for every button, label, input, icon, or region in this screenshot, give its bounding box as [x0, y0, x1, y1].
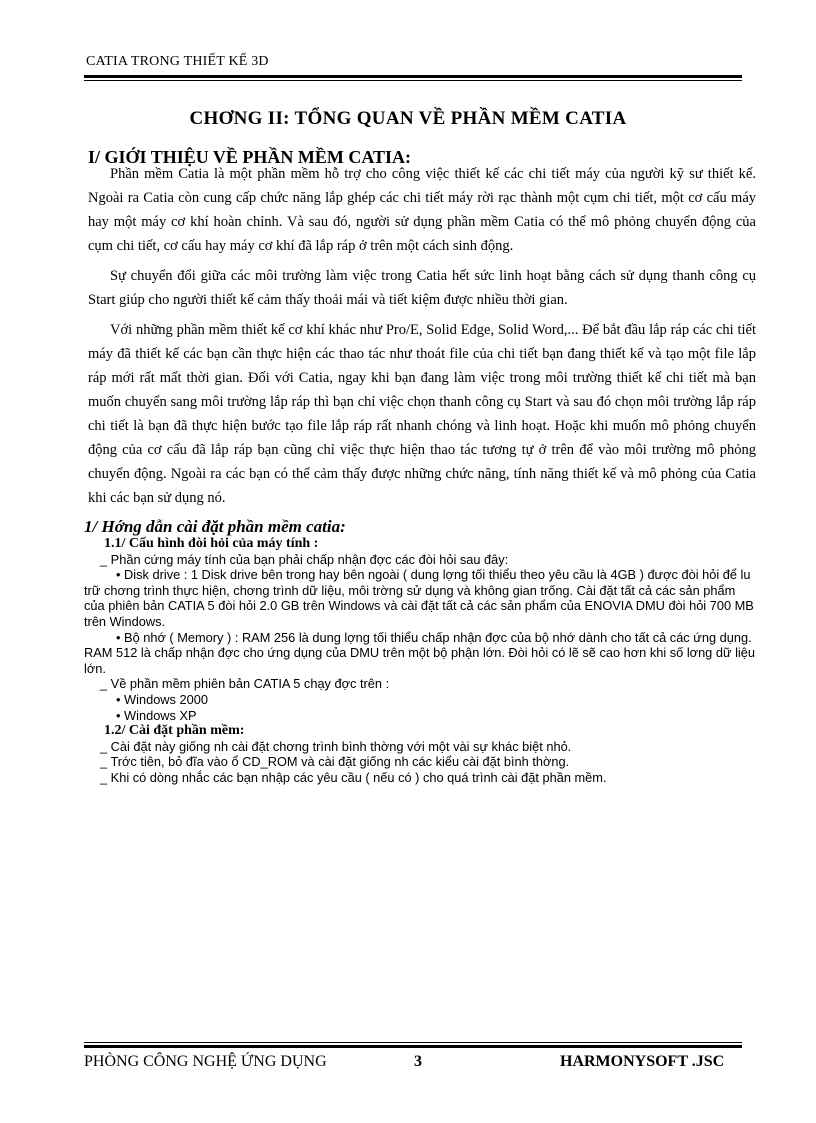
install-body — [84, 536, 758, 786]
chapter-title: CHƠNG II: TỔNG QUAN VỀ PHẦN MỀM CATIA — [189, 108, 627, 129]
paragraph: Với những phần mềm thiết kế cơ khí khác như Pro/E, Solid Edge, Solid Word,... Để bắt đầu lắp ráp các chi tiết máy đã thiết kế các bạn cần thực hiện các thao tác như thoát file của chi tiết bạn đang thiết kế và tạo một file lắp ráp mới rất mất thời gian. Đối với Catia, ngay khi bạn đang làm việc trong môi trường thiết kế chi tiết mà bạn muốn chuyển sang môi trường lắp ráp thì bạn chỉ việc chọn thanh công cụ Start và sau đó chọn môi trường lắp ráp chi tiết là bạn đã thực hiện bước tạo file lắp ráp rất nhanh chóng và linh hoạt. Hoặc khi muốn mô phỏng chuyển động của cơ cấu đã lắp ráp bạn cũng chỉ việc thực hiện thao tác tương tự ở trên để vào môi trường mô phỏng chuyển động. Ngoài ra các bạn có thể cảm thấy được những chức năng, tính năng thiết kế và mô phỏng của Catia khi các bạn sử dụng nó. — [88, 322, 756, 506]
header-rule-thin — [84, 80, 742, 81]
section-body — [88, 162, 756, 516]
paragraph: Phần mềm Catia là một phần mềm hỗ trợ cho công việc thiết kế các chi tiết máy của người kỹ sư thiết kế. Ngoài ra Catia còn cung cấp chức năng lắp ghép các chi tiết máy rời rạc thành một cụm chi tiết, một cơ cấu máy hay một máy cơ khí hoàn chỉnh. Và sau đó, người sử dụng phần mềm Catia có thể mô phỏng chuyển động của cụm chi tiết, cơ cấu hay máy cơ khí đã lắp ráp ở trên một cách sinh động. — [88, 166, 756, 254]
footer-rule-thin — [84, 1042, 742, 1043]
section-heading: I/ GIỚI THIỆU VỀ PHẦN MỀM CATIA: — [88, 147, 412, 167]
header-rule-thick — [84, 75, 742, 78]
list-item: • Windows XP — [116, 707, 197, 723]
list-item: _ Cài đặt này giống nh cài đặt chơng trình bình thờng với một vài sự khác biệt nhỏ. — [100, 738, 572, 754]
list-item: _ Trớc tiên, bỏ đĩa vào ổ CD_ROM và cài đặt giống nh các kiểu cài đặt bình thờng. — [100, 754, 570, 770]
subheading-requirements: 1.1/ Cấu hình đòi hỏi của máy tính : — [104, 536, 319, 551]
paragraph: Sự chuyển đổi giữa các môi trường làm việc trong Catia hết sức linh hoạt bằng cách sử dụng thanh công cụ Start giúp cho người thiết kế cảm thấy thoải mái và tiết kiệm được nhiều thời gian. — [88, 268, 756, 308]
footer-rule-thick — [84, 1045, 742, 1048]
install-heading: 1/ Hớng dẫn cài đặt phần mềm catia: — [84, 517, 346, 536]
subheading-install: 1.2/ Cài đặt phần mềm: — [104, 723, 245, 739]
page-number: 3 — [414, 1053, 422, 1070]
footer-department: PHÒNG CÔNG NGHỆ ỨNG DỤNG — [84, 1053, 327, 1070]
running-header: CATIA TRONG THIẾT KẾ 3D — [86, 54, 269, 69]
list-item: _ Phần cứng máy tính của bạn phải chấp nhận đợc các đòi hỏi sau đây: — [100, 551, 509, 567]
list-item: • Bộ nhớ ( Memory ) : RAM 256 là dung lợng tối thiểu chấp nhận đợc của bộ nhớ dành cho tất cả các ứng dụng. RAM 512 là chấp nhận đợc cho ứng dụng của DMU trên một bộ phận lớn. Đòi hỏi có lẽ sẽ cao hơn khi số lơng dữ liệu lớn. — [84, 629, 756, 676]
list-item: • Windows 2000 — [116, 691, 208, 707]
list-item: _ Khi có dòng nhắc các bạn nhập các yêu cầu ( nếu có ) cho quá trình cài đặt phần mềm. — [100, 769, 607, 785]
list-item: _ Về phần mềm phiên bản CATIA 5 chạy đợc trên : — [100, 676, 390, 692]
list-item: • Disk drive : 1 Disk drive bên trong hay bên ngoài ( dung lợng tối thiểu theo yêu cầu là 4GB ) được đòi hỏi để lu trữ chơng trình thực hiện, chơng trình dữ liệu, môi trờng sử dụng và không gian trống. Cài đặt tất cả các sản phẩm của phiên bản CATIA 5 đòi hỏi 2.0 GB trên Windows và cài đặt tất cả các sản phẩm của ENOVIA DMU đòi hỏi 700 MB trên Windows. — [84, 567, 754, 629]
footer-company: HARMONYSOFT .JSC — [560, 1053, 725, 1070]
